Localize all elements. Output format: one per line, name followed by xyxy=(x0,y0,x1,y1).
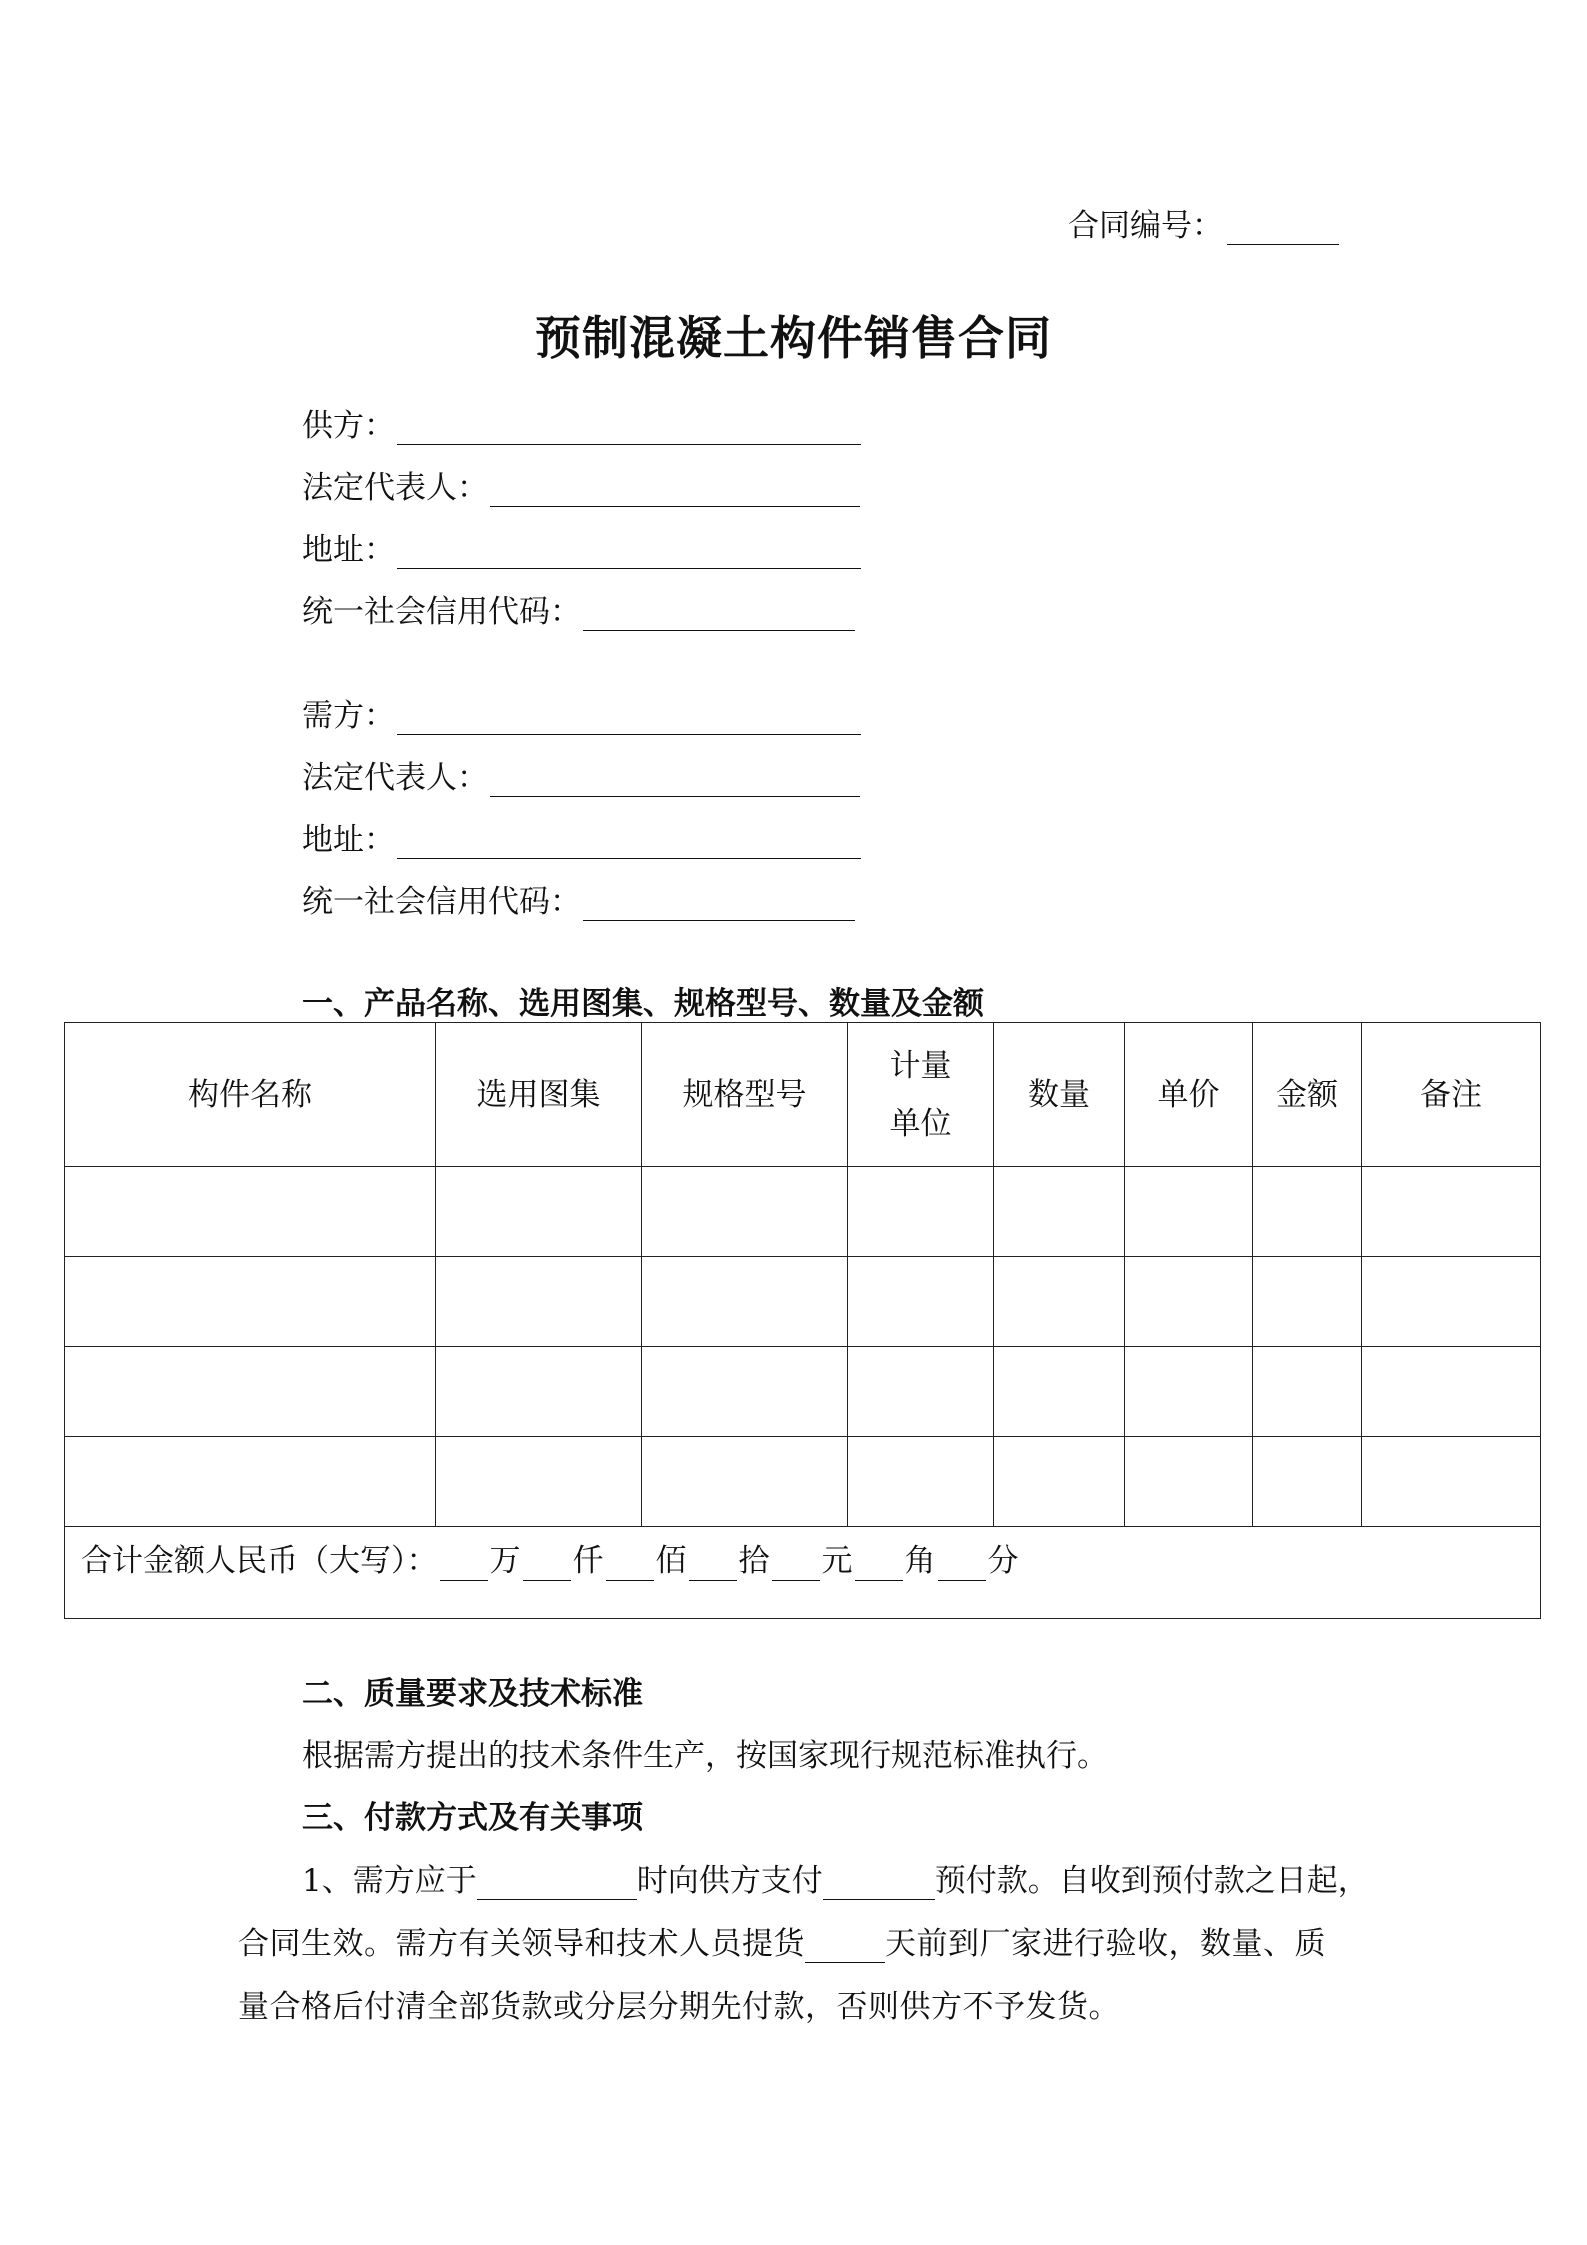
column-header-atlas: 选用图集 xyxy=(436,1023,642,1167)
table-cell[interactable] xyxy=(65,1167,436,1257)
section3-paragraph-line-1 xyxy=(302,1855,1369,1900)
buyer-legal-rep-label: 法定代表人： xyxy=(302,760,488,796)
total-unit-wan: 万 xyxy=(489,1543,521,1579)
buyer-address-label: 地址： xyxy=(302,822,395,858)
table-cell[interactable] xyxy=(848,1257,994,1347)
table-cell[interactable] xyxy=(65,1257,436,1347)
contract-number xyxy=(1068,200,1339,245)
column-header-remarks: 备注 xyxy=(1362,1023,1541,1167)
section3-p1-text-b: 时向供方支付 xyxy=(636,1863,823,1899)
section2-text: 根据需方提出的技术条件生产，按国家现行规范标准执行。 xyxy=(302,1738,1108,1774)
total-amount-label: 合计金额人民币（大写）： xyxy=(81,1543,438,1579)
section3-p2-text-a: 合同生效。需方有关领导和技术人员提货 xyxy=(238,1926,805,1962)
total-unit-fen: 分 xyxy=(987,1543,1019,1579)
total-amount-cell xyxy=(65,1527,1541,1619)
section3-paragraph-line-2 xyxy=(238,1918,1326,1963)
supplier-party-blank[interactable] xyxy=(397,414,861,445)
total-blank-bai[interactable] xyxy=(606,1550,654,1581)
table-row xyxy=(65,1347,1541,1437)
table-row xyxy=(65,1167,1541,1257)
total-unit-qian: 仟 xyxy=(572,1543,604,1579)
supplier-credit-code-field xyxy=(302,586,855,631)
total-blank-jiao[interactable] xyxy=(855,1550,903,1581)
total-blank-fen[interactable] xyxy=(938,1550,986,1581)
section2-heading: 二、质量要求及技术标准 xyxy=(302,1676,643,1712)
table-cell[interactable] xyxy=(65,1437,436,1527)
section3-heading: 三、付款方式及有关事项 xyxy=(302,1800,643,1836)
section3-p1-text-c: 预付款。自收到预付款之日起， xyxy=(934,1863,1369,1899)
section3-p1-text-a: 1、需方应于 xyxy=(302,1863,477,1899)
buyer-credit-code-field xyxy=(302,876,855,921)
column-header-unit-label: 计量单位 xyxy=(889,1047,952,1142)
table-cell[interactable] xyxy=(436,1347,642,1437)
total-unit-jiao: 角 xyxy=(904,1543,936,1579)
table-cell[interactable] xyxy=(642,1167,848,1257)
prepayment-amount-blank[interactable] xyxy=(823,1869,935,1900)
total-blank-shi[interactable] xyxy=(689,1550,737,1581)
buyer-credit-code-blank[interactable] xyxy=(583,890,855,921)
table-row xyxy=(65,1437,1541,1527)
table-cell[interactable] xyxy=(1253,1257,1362,1347)
buyer-party-field xyxy=(302,690,861,735)
supplier-credit-code-blank[interactable] xyxy=(583,600,855,631)
buyer-legal-rep-blank[interactable] xyxy=(490,766,860,797)
table-cell[interactable] xyxy=(1125,1257,1253,1347)
column-header-quantity: 数量 xyxy=(994,1023,1125,1167)
buyer-credit-code-label: 统一社会信用代码： xyxy=(302,884,581,920)
table-cell[interactable] xyxy=(642,1437,848,1527)
table-cell[interactable] xyxy=(994,1167,1125,1257)
supplier-legal-rep-blank[interactable] xyxy=(490,476,860,507)
table-cell[interactable] xyxy=(1125,1167,1253,1257)
table-cell[interactable] xyxy=(994,1437,1125,1527)
total-blank-qian[interactable] xyxy=(523,1550,571,1581)
table-cell[interactable] xyxy=(642,1257,848,1347)
section3-p2-text-b: 天前到厂家进行验收，数量、质 xyxy=(885,1926,1326,1962)
table-cell[interactable] xyxy=(1362,1257,1541,1347)
table-cell[interactable] xyxy=(1125,1347,1253,1437)
table-cell[interactable] xyxy=(1253,1347,1362,1437)
supplier-party-field xyxy=(302,400,861,445)
section3-paragraph-line-3: 量合格后付清全部货款或分层分期先付款，否则供方不予发货。 xyxy=(238,1989,1120,2025)
buyer-party-label: 需方： xyxy=(302,698,395,734)
total-unit-shi: 拾 xyxy=(738,1543,770,1579)
document-title: 预制混凝土构件销售合同 xyxy=(535,311,1052,365)
supplier-address-field xyxy=(302,524,861,569)
table-header-row xyxy=(65,1023,1541,1167)
prepayment-time-blank[interactable] xyxy=(477,1869,637,1900)
column-header-component-name: 构件名称 xyxy=(65,1023,436,1167)
contract-number-blank[interactable] xyxy=(1227,214,1339,245)
table-cell[interactable] xyxy=(848,1437,994,1527)
total-blank-yuan[interactable] xyxy=(772,1550,820,1581)
product-table xyxy=(64,1022,1541,1619)
total-blank-wan[interactable] xyxy=(440,1550,488,1581)
table-cell[interactable] xyxy=(1362,1347,1541,1437)
table-cell[interactable] xyxy=(436,1437,642,1527)
buyer-address-field xyxy=(302,814,861,859)
table-cell[interactable] xyxy=(1125,1437,1253,1527)
buyer-legal-rep-field xyxy=(302,752,860,797)
table-cell[interactable] xyxy=(848,1347,994,1437)
total-amount-row xyxy=(65,1527,1541,1619)
pickup-days-blank[interactable] xyxy=(805,1932,885,1963)
table-cell[interactable] xyxy=(642,1347,848,1437)
column-header-spec: 规格型号 xyxy=(642,1023,848,1167)
table-cell[interactable] xyxy=(848,1167,994,1257)
supplier-legal-rep-label: 法定代表人： xyxy=(302,470,488,506)
supplier-legal-rep-field xyxy=(302,462,860,507)
table-cell[interactable] xyxy=(1253,1167,1362,1257)
table-cell[interactable] xyxy=(436,1167,642,1257)
table-cell[interactable] xyxy=(436,1257,642,1347)
buyer-party-blank[interactable] xyxy=(397,704,861,735)
table-cell[interactable] xyxy=(1253,1437,1362,1527)
total-unit-bai: 佰 xyxy=(655,1543,687,1579)
table-row xyxy=(65,1257,1541,1347)
table-cell[interactable] xyxy=(994,1257,1125,1347)
section1-heading: 一、产品名称、选用图集、规格型号、数量及金额 xyxy=(302,986,984,1022)
supplier-address-label: 地址： xyxy=(302,532,395,568)
contract-number-label: 合同编号： xyxy=(1068,208,1223,244)
supplier-party-label: 供方： xyxy=(302,408,395,444)
table-cell[interactable] xyxy=(994,1347,1125,1437)
buyer-address-blank[interactable] xyxy=(397,828,861,859)
supplier-credit-code-label: 统一社会信用代码： xyxy=(302,594,581,630)
column-header-amount: 金额 xyxy=(1253,1023,1362,1167)
supplier-address-blank[interactable] xyxy=(397,538,861,569)
table-cell[interactable] xyxy=(1362,1167,1541,1257)
total-unit-yuan: 元 xyxy=(821,1543,853,1579)
column-header-unit xyxy=(848,1023,994,1167)
table-cell[interactable] xyxy=(65,1347,436,1437)
table-cell[interactable] xyxy=(1362,1437,1541,1527)
column-header-unit-price: 单价 xyxy=(1125,1023,1253,1167)
